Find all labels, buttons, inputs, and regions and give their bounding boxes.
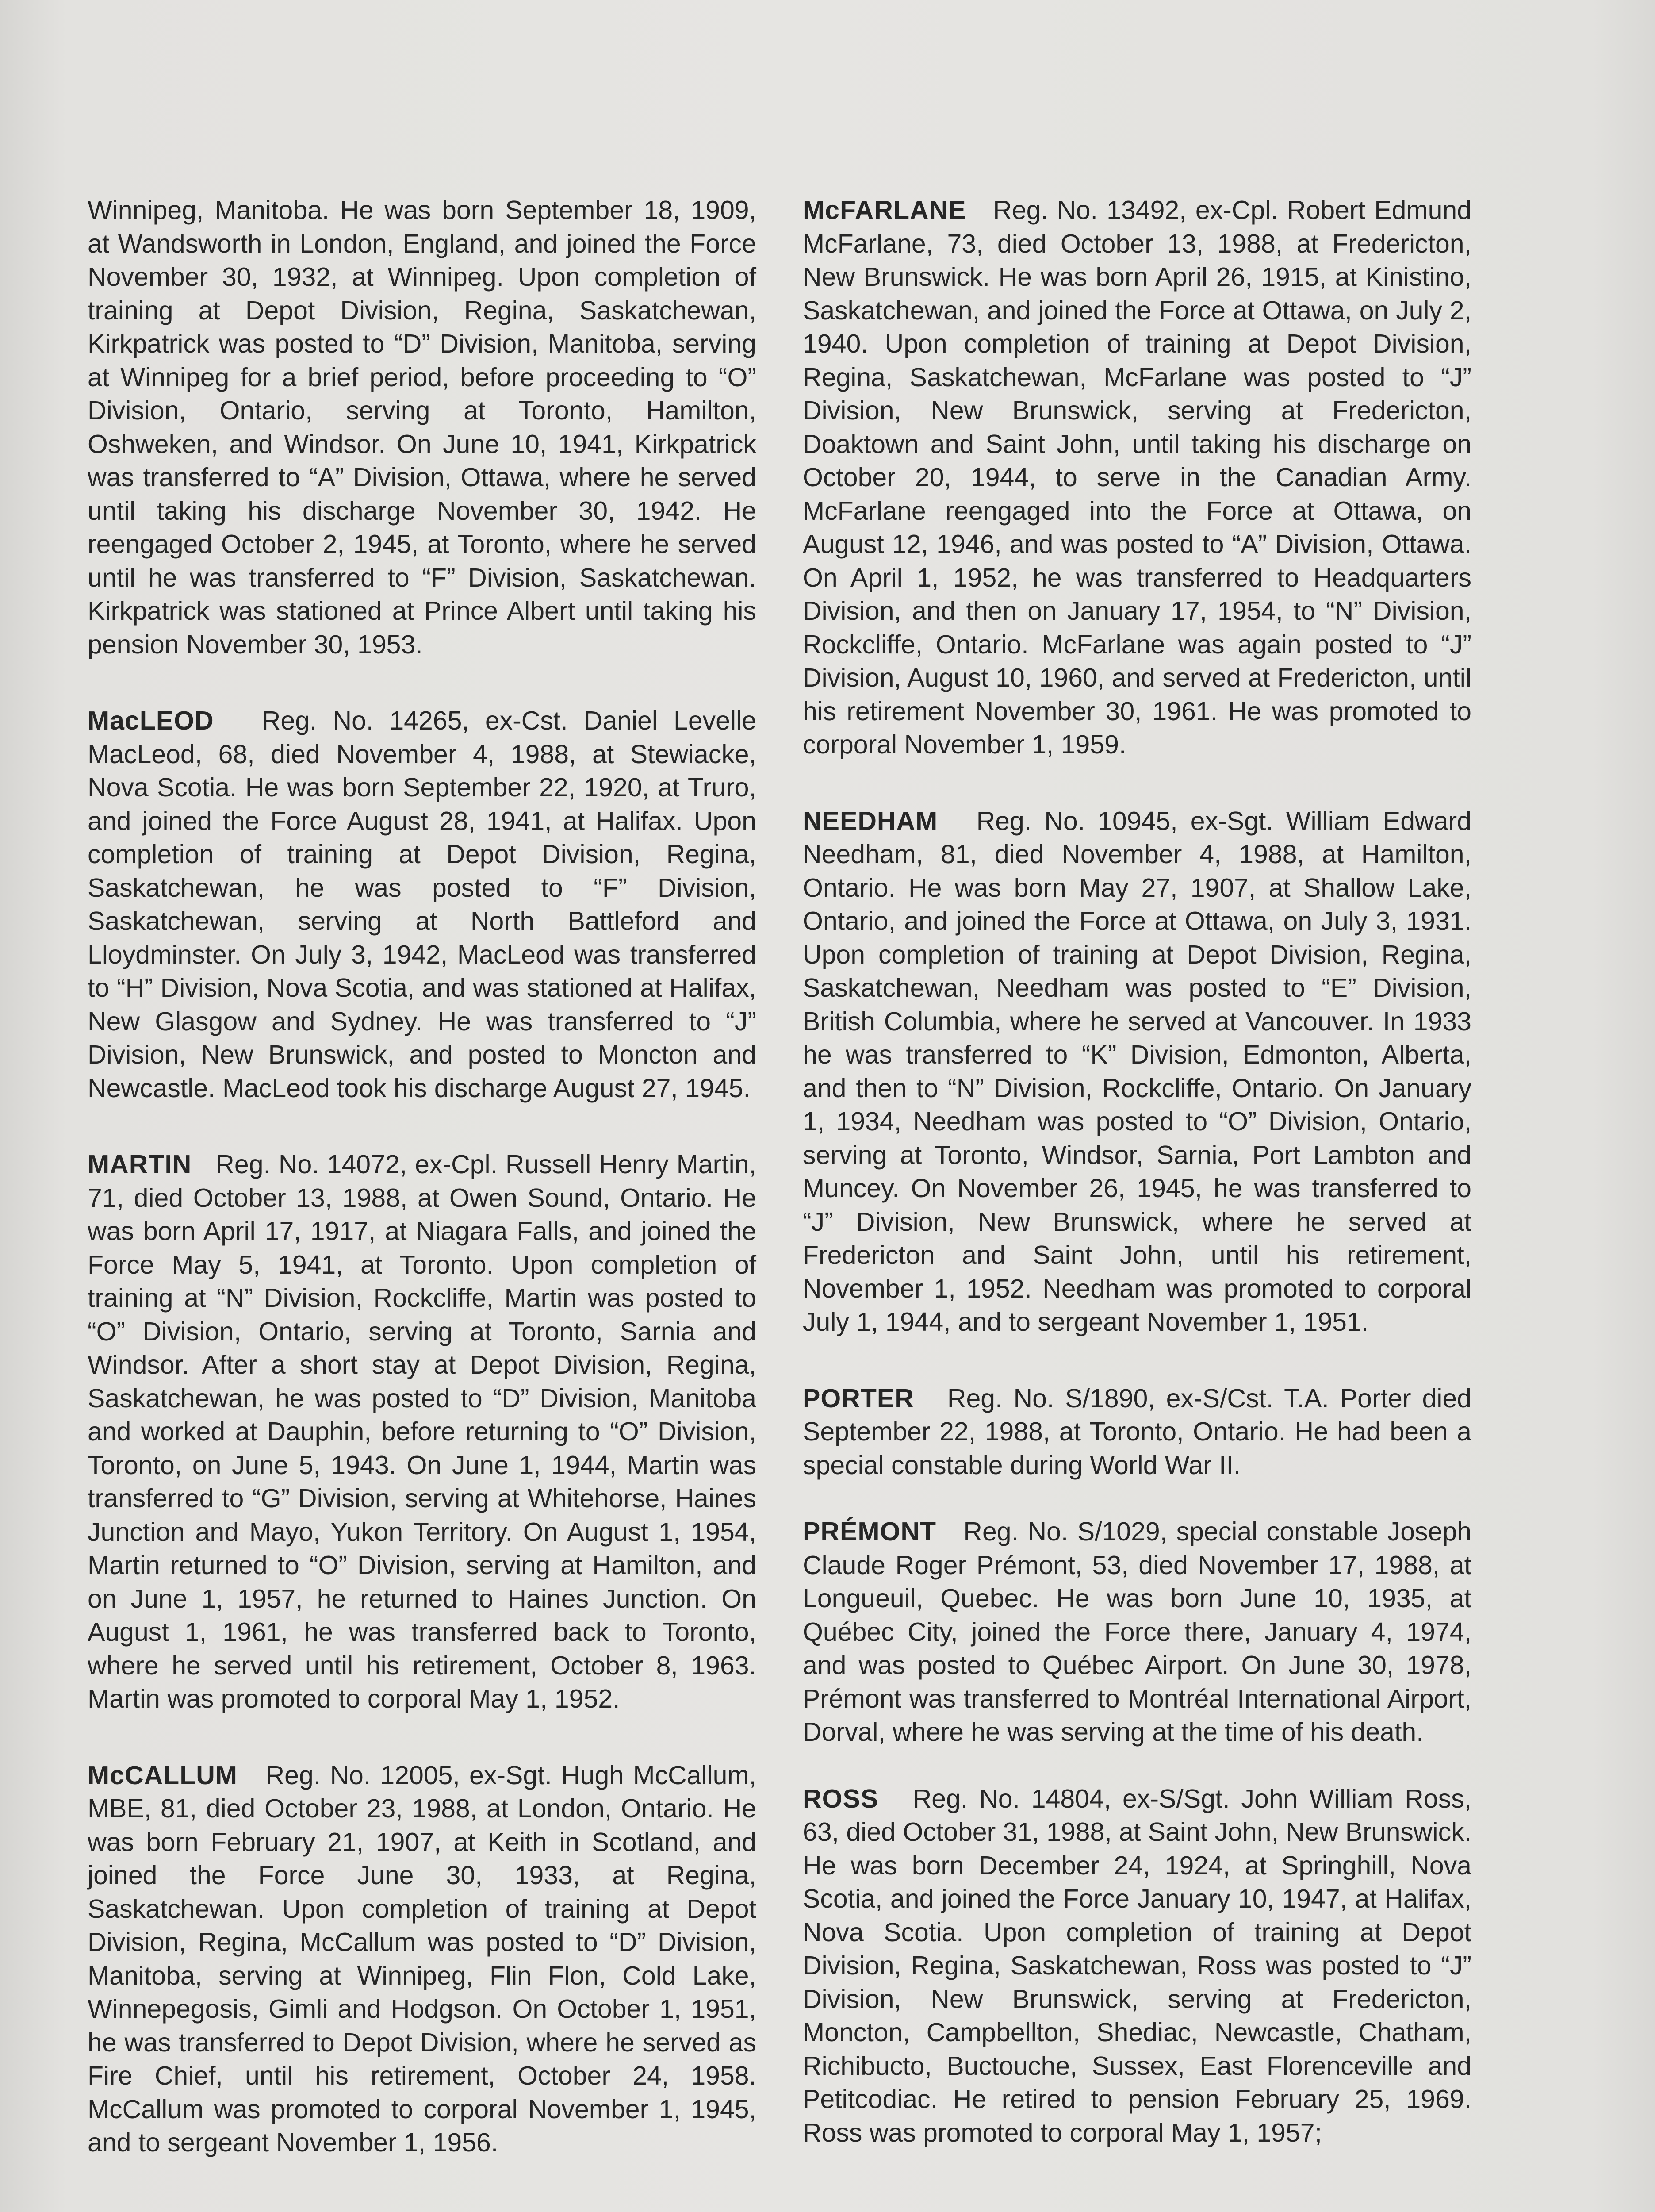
- entry-surname: McCALLUM: [88, 1760, 238, 1790]
- entry-text: Reg. No. S/1890, ex-S/Cst. T.A. Porter died September 22, 1988, at Toronto, Ontario. He had been a special constable during World War II.: [803, 1383, 1471, 1480]
- obituary-continuation-kirkpatrick: [88, 194, 756, 661]
- right-column: [803, 194, 1471, 2193]
- entry-text: Reg. No. 14072, ex-Cpl. Russell Henry Martin, 71, died October 13, 1988, at Owen Sound, Ontario. He was born April 17, 1917, at Niagara Falls, and joined the Force May 5, 1941, at Toronto. Upon completion of training at “N” Division, Rockcliffe, Martin was posted to “O” Division, Ontario, serving at Toronto, Sarnia and Windsor. After a short stay at Depot Division, Regina, Saskatchewan, he was posted to “D” Division, Manitoba and worked at Dauphin, before returning to “O” Division, Toronto, on June 5, 1943. On June 1, 1944, Martin was transferred to “G” Division, serving at Whitehorse, Haines Junction and Mayo, Yukon Territory. On August 1, 1954, Martin returned to “O” Division, serving at Hamilton, and on June 1, 1957, he returned to Haines Junction. On August 1, 1961, he was transferred back to Toronto, where he served until his retirement, October 8, 1963. Martin was promoted to corporal May 1, 1952.: [88, 1150, 756, 1713]
- obituary-entry-macleod: [88, 704, 756, 1105]
- entry-surname: McFARLANE: [803, 196, 966, 225]
- entry-text: Winnipeg, Manitoba. He was born September 18, 1909, at Wandsworth in London, England, and joined the Force November 30, 1932, at Winnipeg. Upon completion of training at Depot Division, Regina, Saskatchewan, Kirkpatrick was posted to “D” Division, Manitoba, serving at Winnipeg for a brief period, before proceeding to “O” Division, Ontario, serving at Toronto, Hamilton, Oshweken, and Windsor. On June 10, 1941, Kirkpatrick was transferred to “A” Division, Ottawa, where he served until taking his discharge November 30, 1942. He reengaged October 2, 1945, at Toronto, where he served until he was transferred to “F” Division, Saskatchewan. Kirkpatrick was stationed at Prince Albert until taking his pension November 30, 1953.: [88, 196, 756, 659]
- obituary-entry-porter: [803, 1382, 1471, 1482]
- left-column: [88, 194, 756, 2203]
- entry-text: Reg. No. 14804, ex-S/Sgt. John William Ross, 63, died October 31, 1988, at Saint John, New Brunswick. He was born December 24, 1924, at Springhill, Nova Scotia, and joined the Force January 10, 1947, at Halifax, Nova Scotia. Upon completion of training at Depot Division, Regina, Saskatchewan, Ross was posted to “J” Division, New Brunswick, serving at Fredericton, Moncton, Campbellton, Shediac, Newcastle, Chatham, Richibucto, Buctouche, Sussex, East Florenceville and Petitcodiac. He retired to pension February 25, 1969. Ross was promoted to corporal May 1, 1957;: [803, 1784, 1471, 2147]
- entry-surname: PRÉMONT: [803, 1517, 936, 1546]
- entry-text: Reg. No. 10945, ex-Sgt. William Edward Needham, 81, died November 4, 1988, at Hamilton, Ontario. He was born May 27, 1907, at Shallow Lake, Ontario, and joined the Force at Ottawa, on July 3, 1931. Upon completion of training at Depot Division, Regina, Saskatchewan, Needham was posted to “E” Division, British Columbia, where he served at Vancouver. In 1933 he was transferred to “K” Division, Edmonton, Alberta, and then to “N” Division, Rockcliffe, Ontario. On January 1, 1934, Needham was posted to “O” Division, Ontario, serving at Toronto, Windsor, Sarnia, Port Lambton and Muncey. On November 26, 1945, he was transferred to “J” Division, New Brunswick, where he served at Fredericton and Saint John, until his retirement, November 1, 1952. Needham was promoted to corporal July 1, 1944, and to sergeant November 1, 1951.: [803, 806, 1471, 1336]
- obituary-entry-martin: [88, 1148, 756, 1716]
- obituary-entry-needham: [803, 805, 1471, 1339]
- entry-surname: MARTIN: [88, 1150, 192, 1179]
- entry-text: Reg. No. 13492, ex-Cpl. Robert Edmund McFarlane, 73, died October 13, 1988, at Fredericton, New Brunswick. He was born April 26, 1915, at Kinistino, Saskatchewan, and joined the Force at Ottawa, on July 2, 1940. Upon completion of training at Depot Division, Regina, Saskatchewan, McFarlane was posted to “J” Division, New Brunswick, serving at Fredericton, Doaktown and Saint John, until taking his discharge on October 20, 1944, to serve in the Canadian Army. McFarlane reengaged into the Force at Ottawa, on August 12, 1946, and was posted to “A” Division, Ottawa. On April 1, 1952, he was transferred to Headquarters Division, and then on January 17, 1954, to “N” Division, Rockcliffe, Ontario. McFarlane was again posted to “J” Division, August 10, 1960, and served at Fredericton, until his retirement November 30, 1961. He was promoted to corporal November 1, 1959.: [803, 196, 1472, 759]
- entry-surname: NEEDHAM: [803, 806, 938, 836]
- obituary-entry-ross: [803, 1782, 1471, 2150]
- entry-surname: ROSS: [803, 1784, 879, 1813]
- obituary-entry-premont: [803, 1515, 1471, 1749]
- obituary-entry-mcfarlane: [803, 194, 1471, 762]
- entry-surname: PORTER: [803, 1383, 914, 1413]
- entry-text: Reg. No. 12005, ex-Sgt. Hugh McCallum, MBE, 81, died October 23, 1988, at London, Ontario. He was born February 21, 1907, at Keith in Scotland, and joined the Force June 30, 1933, at Regina, Saskatchewan. Upon completion of training at Depot Division, Regina, McCallum was posted to “D” Division, Manitoba, serving at Winnipeg, Flin Flon, Cold Lake, Winnepegosis, Gimli and Hodgson. On October 1, 1951, he was transferred to Depot Division, where he served as Fire Chief, until his retirement, October 24, 1958. McCallum was promoted to corporal November 1, 1945, and to sergeant November 1, 1956.: [88, 1760, 756, 2157]
- entry-surname: MacLEOD: [88, 706, 214, 735]
- entry-text: Reg. No. 14265, ex-Cst. Daniel Levelle MacLeod, 68, died November 4, 1988, at Stewiacke, Nova Scotia. He was born September 22, 1920, at Truro, and joined the Force August 28, 1941, at Halifax. Upon completion of training at Depot Division, Regina, Saskatchewan, he was posted to “F” Division, Saskatchewan, serving at North Battleford and Lloydminster. On July 3, 1942, MacLeod was transferred to “H” Division, Nova Scotia, and was stationed at Halifax, New Glasgow and Sydney. He was transferred to “J” Division, New Brunswick, and posted to Moncton and Newcastle. MacLeod took his discharge August 27, 1945.: [88, 706, 756, 1103]
- entry-text: Reg. No. S/1029, special constable Joseph Claude Roger Prémont, 53, died November 17, 1988, at Longueuil, Quebec. He was born June 10, 1935, at Québec City, joined the Force there, January 4, 1974, and was posted to Québec Airport. On June 30, 1978, Prémont was transferred to Montréal International Airport, Dorval, where he was serving at the time of his death.: [803, 1517, 1471, 1747]
- obituary-entry-mccallum: [88, 1759, 756, 2160]
